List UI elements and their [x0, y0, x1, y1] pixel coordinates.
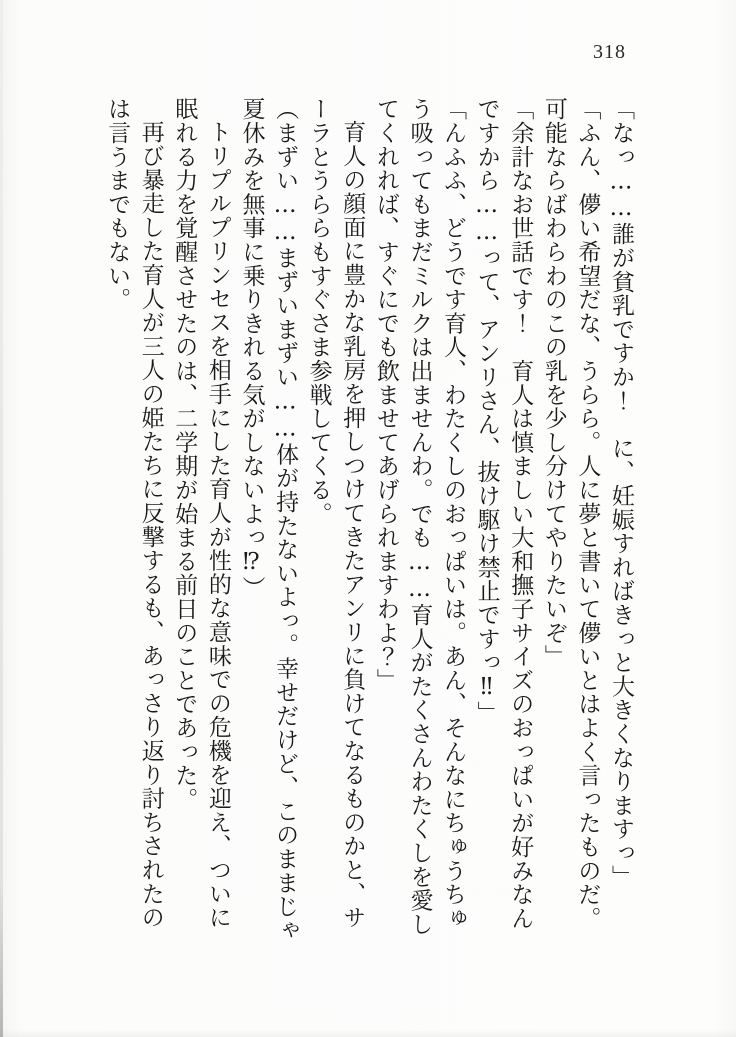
paragraph-dialogue: 「余計なお世話です！ 育人は慎ましい大和撫子サイズのおっぱいが好みなんですから……って、アンリさん、抜け駆け禁止ですっ‼」: [473, 97, 534, 930]
scan-edge-shadow: [0, 0, 3, 1037]
paragraph-narration: 再び暴走した育人が三人の姫たちに反撃するも、あっさり返り討ちされたのは言うまでもない。: [104, 97, 164, 930]
paragraph-dialogue: 「んふふ、どうです育人、わたくしのおっぱいは。あん、そんなにちゅうちゅう吸ってもまだミルクは出ませんわ。でも……育人がたくさんわたくしを愛してくれれば、すぐにでも飲ませてあげられますわよ？」: [372, 97, 467, 936]
page-number: 318: [593, 41, 626, 63]
paragraph-dialogue: 「ふん、儚い希望だな、うらら。人に夢と書いて儚いとはよく言ったものだ。可能ならばわらわのこの乳を少し分けてやりたいぞ」: [540, 97, 601, 930]
paragraph-narration: トリプルプリンセスを相手にした育人が性的な意味での危機を迎え、ついに眠れる力を覚醒させたのは、二学期が始まる前日のことであった。: [171, 97, 231, 930]
text-block: [100, 97, 638, 944]
paragraph-dialogue: （まずい……まずいまずい……体が持たないよっ。幸せだけど、このままじゃ夏休みを無事に乗りきれる気がしないよっ⁉）: [238, 97, 299, 942]
scan-smudge: [0, 1029, 736, 1037]
paragraph-dialogue: 「なっ……誰が貧乳ですか！ に、妊娠すればきっと大きくなりますっ」: [608, 97, 634, 889]
paragraph-narration: 育人の顔面に豊かな乳房を押しつけてきたアンリに負けてなるものかと、サーラとうららもすぐさま参戦してくる。: [305, 97, 366, 930]
